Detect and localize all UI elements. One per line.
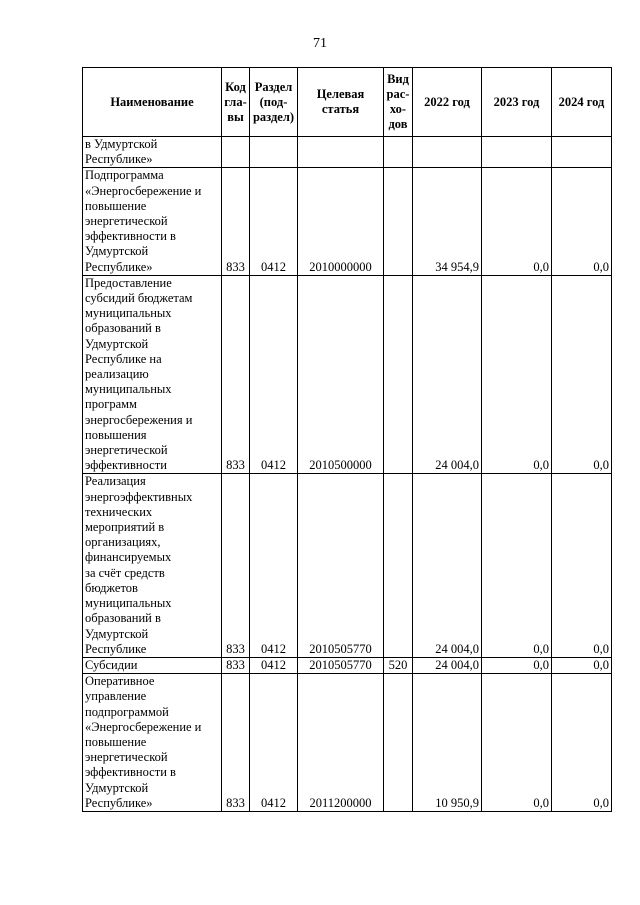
header-article: [298, 68, 384, 137]
table-row: [83, 474, 612, 657]
row-article: 2010505770: [298, 474, 384, 657]
row-code: 833: [222, 674, 250, 812]
table-header-row: [83, 68, 612, 137]
header-section-text: Раздел (под- раздел): [252, 79, 295, 124]
table-row: [83, 275, 612, 474]
table-row: [83, 137, 612, 168]
header-code-text: Код гла- вы: [224, 79, 247, 124]
row-2024: 0,0: [552, 657, 612, 673]
row-2022: 24 004,0: [413, 474, 482, 657]
table-row: [83, 657, 612, 673]
row-name: Предоставление субсидий бюджетам муниципальных образований в Удмуртской Республике на реализацию муниципальных программ энергосбережения и повышения энергетической эффективности: [83, 275, 222, 474]
header-code: [222, 68, 250, 137]
row-2022: 24 004,0: [413, 657, 482, 673]
row-type: [384, 674, 413, 812]
row-section: 0412: [250, 657, 298, 673]
row-2024: 0,0: [552, 168, 612, 275]
row-2023: 0,0: [482, 275, 552, 474]
table-row: [83, 674, 612, 812]
row-article: [298, 137, 384, 168]
row-2024: [552, 137, 612, 168]
row-2024: 0,0: [552, 474, 612, 657]
row-type: [384, 474, 413, 657]
row-code: 833: [222, 474, 250, 657]
row-type: [384, 168, 413, 275]
row-2022: 34 954,9: [413, 168, 482, 275]
row-name: Подпрограмма «Энергосбережение и повышение энергетической эффективности в Удмуртской Республике»: [83, 168, 222, 275]
row-2023: 0,0: [482, 474, 552, 657]
row-2024: 0,0: [552, 275, 612, 474]
row-code: 833: [222, 275, 250, 474]
row-section: 0412: [250, 275, 298, 474]
row-code: [222, 137, 250, 168]
header-2024: 2024 год: [552, 68, 612, 137]
row-2022: 24 004,0: [413, 275, 482, 474]
header-2023: 2023 год: [482, 68, 552, 137]
header-name: Наименование: [83, 68, 222, 137]
row-type: [384, 137, 413, 168]
row-type: 520: [384, 657, 413, 673]
header-article-text: Целевая статья: [316, 87, 365, 116]
header-2022: 2022 год: [413, 68, 482, 137]
row-type: [384, 275, 413, 474]
page-number: 71: [313, 36, 327, 51]
row-code: 833: [222, 657, 250, 673]
row-section: 0412: [250, 168, 298, 275]
table-row: [83, 168, 612, 275]
row-code: 833: [222, 168, 250, 275]
row-2023: 0,0: [482, 674, 552, 812]
row-2024: 0,0: [552, 674, 612, 812]
header-type-text: Вид рас- хо- дов: [386, 72, 410, 131]
row-2023: 0,0: [482, 657, 552, 673]
row-article: 2010500000: [298, 275, 384, 474]
row-article: 2011200000: [298, 674, 384, 812]
header-type: [384, 68, 413, 137]
row-2022: [413, 137, 482, 168]
row-name: Реализация энергоэффективных технических мероприятий в организациях, финансируемых за счёт средств бюджетов муниципальных образований в Удмуртской Республике: [83, 474, 222, 657]
row-2023: 0,0: [482, 168, 552, 275]
row-section: 0412: [250, 474, 298, 657]
row-name: в Удмуртской Республике»: [83, 137, 222, 168]
row-article: 2010000000: [298, 168, 384, 275]
row-name: Оперативное управление подпрограммой «Энергосбережение и повышение энергетической эффективности в Удмуртской Республике»: [83, 674, 222, 812]
row-2022: 10 950,9: [413, 674, 482, 812]
row-article: 2010505770: [298, 657, 384, 673]
budget-table: [82, 67, 612, 812]
header-section: [250, 68, 298, 137]
row-section: [250, 137, 298, 168]
row-section: 0412: [250, 674, 298, 812]
row-name: Субсидии: [83, 657, 222, 673]
row-2023: [482, 137, 552, 168]
